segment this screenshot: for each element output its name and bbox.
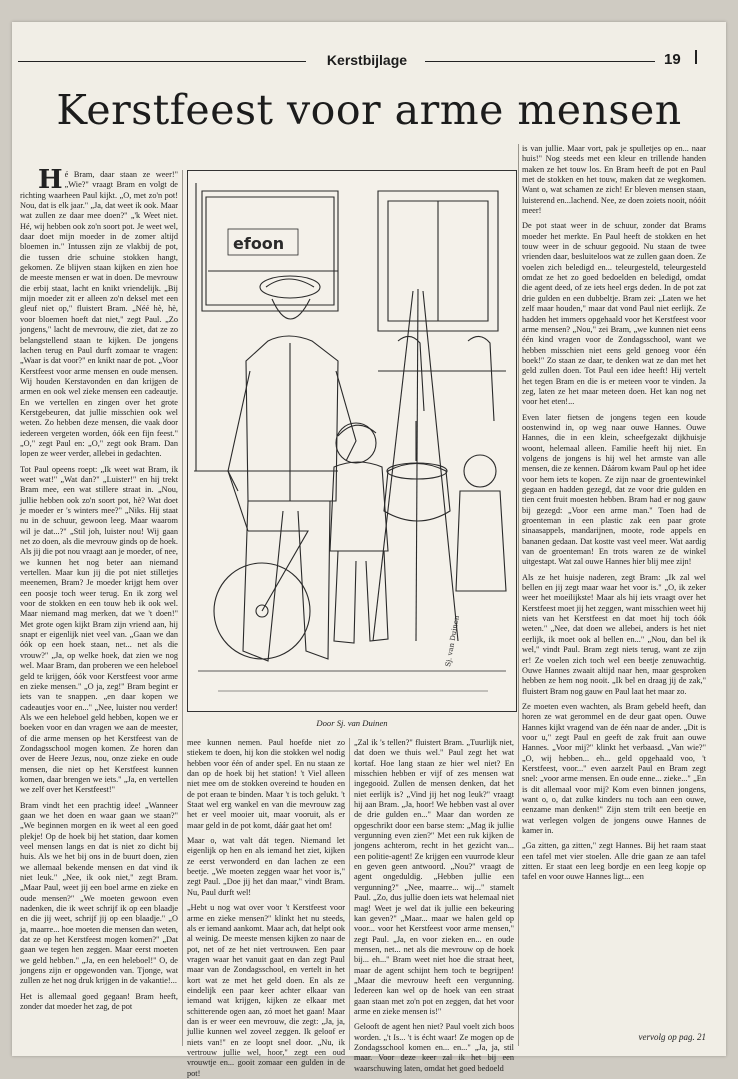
article-paragraph: Gelooft de agent hen niet? Paul voelt zich boos worden. „'t Is... 't is écht waar! Ze mogen op de Zondagsschool komen en... en..." „Ja, ja, stil maar. Voor deze keer zal ik het bij een waarschuwing laten, omdat het goed bedoeld — [354, 1022, 514, 1073]
article-paragraph: „Zal ik 's tellen?" fluistert Bram. „Tuurlijk niet, dat doen we thuis wel." Paul zegt het wat kortaf. Hoe lang staan ze hier wel niet? En misschien hebben er vijf of zes mensen wat ingegooid. Zullen de mensen denken, dat het niet eerlijk is? „Vind jij het nog leuk?" vraagt hij aan Bram. „Ja, hoor! We hebben vast al over de drie gulden en..." Maar dan worden ze opgeschrikt door een barse stem: „Mag ik jullie vergunning even zien?" Met een ruk kijken de jongens achterom, recht in het gezicht van... een politie-agent! Ze krijgen een vuurrode kleur en geven geen antwoord. „Nou?" vraagt de agent ongeduldig. „Hebben jullie een vergunning?" „Nee, maarre... wij..." stamelt Paul. „Zo, dus jullie doen iets wat helemaal niet mag! Weet je wel dat ik jullie een bekeuring kan geven?" „Maar... maar we halen geld op voor... voor het Kerstfeest voor arme mensen," zegt Paul. „Ja, en voor zieken en... en oude mensen, net... net als die mevrouw op de hoek bij... eh..." Bram weet niet hoe die straat heet, maar de agent schijnt hem toch te begrijpen! „Maar die mevrouw heeft een vergunning. Iedereen kan wel op de hoek van een straat gaan staan met zo'n pot en zeggen, dat het voor arme en zieke mensen is!" — [354, 738, 514, 1016]
article-paragraph: Als ze het huisje naderen, zegt Bram: „Ik zal wel bellen en jij zegt maar waar het voor is." „O, ik zeker weer het moeilijkste! Maar als hij iets vraagt over het Kerstfeest moet jij het zeggen, want misschien weet hij niets van het Kerstfeest en dat moet hij toch óók weten." „Nee, dat doen we allebei, anders is het niet eerlijk, ik moet ook al bellen en..." „Nou, dan bel ik wel," vindt Paul. Bram zegt niets terug, want ze zijn er! Ze voelen zich toch wel een beetje zenuwachtig. Ouwe Hannes zwaait altijd naar hen, maar gesproken hebben ze hem nog nooit. „Ik bel en draag jij de zak," fluistert Bram nog gauw en Paul laat het maar zo. — [522, 572, 706, 696]
illustration-drawing — [188, 171, 516, 711]
article-column-4 — [522, 144, 706, 1028]
header-tick-mark — [695, 50, 697, 64]
header-rule-left — [18, 61, 306, 62]
article-paragraph: mee kunnen nemen. Paul hoefde niet zo stiekem te doen, hij kon die stokken wel nodig hebben voor één of ander spel. En nu staan ze dan op de hoek bij het station! 't Viel alleen niet mee om de stokken overeind te houden en de pot eraan te binden. Maar 't is toch gelukt. 't Staat wel erg wankel en van die mevrouw zag het er veel mooier uit, maar vooruit, als er maar geld in de pot komt, dáár gaat het om! — [187, 738, 345, 830]
article-paragraph: Bram vindt het een prachtig idee! „Wanneer gaan we het doen en waar gaan we staan?" „We beginnen morgen en ik weet al een goed plekje! Op de hoek bij het station, daar komen veel mensen langs en dat is niet zo dicht bij huis. Als we het bij ons in de buurt doen, zien we allemaal bekende mensen en dat vind ik niet leuk." „Nee, ik ook niet," zegt Bram. „Maar Paul, weet jij een boel arme en zieke en oude mensen?" „We moeten gewoon even nadenken, die ik weet schrijf ik op een blaadje en die jij weet, schrijf jij op een blaadje." „O ja, maarre... hoe moeten die mensen dan weten, dat ze op het Kerstfeest mogen komen?" „Dat gaan we tegen hen zeggen. Maar eerst moeten we geld hebben." „Ja, en een heleboel!" O, de jongens zijn er opgewonden van. Tjonge, wat zullen ze het nog druk krijgen in de vakantie!... — [20, 800, 178, 986]
continued-notice: vervolg op pag. 21 — [638, 1032, 706, 1042]
column-rule-1 — [182, 170, 183, 1046]
article-paragraph: „Hebt u nog wat over voor 't Kerstfeest voor arme en zieke mensen?" klinkt het nu steeds, als er iemand aankomt. Maar ach, dat helpt ook al weinig. De meeste mensen kijken zo naar de pot, net of ze het niet vertrouwen. Een paar vragen waar het vanuit gaat en dan zegt Paul maar van de Zondagsschool, en vertelt in het kort wat ze met het geld doen. En als ze eindelijk een paar keer achter elkaar van iemand wat krijgen, kijken ze elkaar met schitterende ogen aan, zó moet het gaan! Maar dan is er weer een mevrouw, die zegt: „Ja, ja, jullie kunnen wel zoveel zeggen. Ik geloof er niets van!" en ze loopt snel door. „Nu, ik vertrouw jullie wel, hoor," zegt een oud vrouwtje en... gooit zomaar een gulden in de pot! — [187, 903, 345, 1078]
illustration-sign-text: efoon — [233, 234, 285, 253]
article-column-1 — [20, 165, 178, 1046]
illustration-signature: Sj. van Duinen — [444, 614, 461, 668]
article-paragraph: Ze moeten even wachten, als Bram gebeld heeft, dan horen ze wat gerommel en de deur gaat open. Ouwe Hannes kijkt vragend van de één naar de ander. „Dit is voor u," zegt Paul en geeft de zak fruit aan ouwe Hannes. „Voor mij?" klinkt het verbaasd. „Van wie?" „O, wij hebben... eh... geld opgehaald voo, 't Kerstfeest, voor..." even aarzelt Paul en Bram zegt snel: „voor arme mensen. En oude enne... zieke..." „En is dit allemaal voor mij? Kom even binnen jongens, want o, o, dat zulke kinders nu toch aan een ouwe, eenzame man denken!" Zijn stem trilt een beetje en wat verlegen volgen de jongens ouwe Hannes de kamer in. — [522, 701, 706, 835]
article-paragraph: Maar o, wat valt dát tegen. Niemand let eigenlijk op hen en als iemand het ziet, kijken ze eerst verwonderd en dan lachen ze een beetje. „We moeten zeggen waar het voor is," zegt Paul. „Doe jij het dan maar," vindt Bram. Nu, Paul durft wel! — [187, 836, 345, 897]
section-title: Kerstbijlage — [326, 52, 408, 68]
column-rule-3 — [518, 144, 519, 1046]
illustration-policeman-and-boys — [187, 170, 517, 712]
header-rule-right — [425, 61, 655, 62]
article-column-2 — [187, 738, 345, 1078]
article-paragraph: De pot staat weer in de schuur, zonder dat Brams moeder het merkte. En Paul heeft de stokken en het touw weer in de schuur gegooid. Nu staan de twee vrienden daar, besluiteloos wat ze zullen gaan doen. Ze voelen zich beledigd en... teleurgesteld, teleurgesteld omdat ze het zo goed bedoelden en beledigd, omdat die agent deed, of ze iets heel ergs deden. In de pot zat drie gulden en een dubbeltje. Bram zei: „Laten we het zelf maar houden," maar dat vond Paul niet eerlijk. Ze hadden het immers opgehaald voor het Kerstfeest voor arme mensen? „Nou," zei Bram, „we kunnen niet eens één kind vragen voor de Zondagsschool, want we hebben misschien niet eens geld genoeg voor één boek!" Zo staan ze daar, te denken wat ze dan met het geld zullen doen. Tot Paul een idee heeft! Hij vertelt het tegen Bram en die is er meteen voor te vinden. Ja zeg, laten ze het maar meteen doen. Het kan nog net voor het eten!... — [522, 221, 706, 407]
article-column-3 — [354, 738, 514, 1073]
running-header — [12, 52, 726, 72]
article-headline: Kerstfeest voor arme mensen — [56, 86, 682, 134]
article-paragraph — [20, 165, 178, 460]
drop-cap: H — [38, 165, 63, 195]
article-paragraph: Het is allemaal goed gegaan! Bram heeft, zonder dat moeder het zag, de pot — [20, 991, 178, 1012]
article-paragraph: „Ga zitten, ga zitten," zegt Hannes. Bij het raam staat een tafel met vier stoelen. Alle drie gaan ze aan tafel zitten. Er staat een leeg bordje en een leeg kopje op tafel en voor ouwe Hannes ligt... een — [522, 841, 706, 882]
article-paragraph: Even later fietsen de jongens tegen een koude oostenwind in, op weg naar ouwe Hannes. Ouwe Hannes, die in een klein, scheefgezakt dijkhuisje woont, helemaal alleen. Familie heeft hij niet. En volgens de jongens is hij wel het armste van alle mensen, die ze kennen. Dáárom kwam Paul op het idee voor hem iets te kopen. Ze zijn naar de groentewinkel gegaan en hadden gezegd, dat ze voor drie gulden en tien cent fruit moesten hebben. Bram had er nog gauw bij gezegd: „Voor een arme man." Toen had de groenteman in een plastic zak een paar grote sinaasappels, mandarijnen, moote, rode appels en bananen gedaan. Dat kostte vast veel meer. Wat aardig van de groenteman! En trots waren ze de winkel uitgestapt. Wat zal ouwe Hannes hier blij mee zijn! — [522, 412, 706, 567]
article-paragraph-text: é Bram, daar staan ze weer!" „Wie?" vraagt Bram en volgt de richting waarheen Paul kijkt. „O, met zo'n pot! Nou, dat is elk jaar." „Ja, dat weet ik ook. Maar wat zullen ze daar mee doen?" „'k Weet niet. Hé, wij hebben ook zo'n soort pot. Je weet wel, daar doet mijn moeder in de zomer altijd bloemen in." Intussen zijn ze vlakbij de pot, die tussen drie schuine stokken hangt, gekomen. Ze blijven staan kijken en zien hoe de meeste mensen er wat in doen. De mevrouw die erbij staat, lacht en knikt vriendelijk. „Bij mijn moeder zit er alleen zo'n deksel met een gleuf niet op," fluistert Bram. „Néé hè, hè, voor bloemen hoeft dat niet," zegt Paul. „Zo jongens," lacht de mevrouw, die ziet, dat ze zo belangstellend staan te kijken. De jongens lachen terug en Paul durft zomaar te vragen: „Waar is dat voor?" en knikt naar de pot. „Voor Kerstfeest voor arme mensen en oude mensen. Wij houden Kerstavonden en dan krijgen de armen en ook wel zieke mensen een cadeautje. En we vertellen en zingen over het grote Kerstgebeuren, dat jullie misschien ook wel weten. Zo hebben deze mensen, die vaak door iedereen vergeten worden, óók een fijn feest." „O," zegt Paul en: „O," zegt ook Bram. Dan lopen ze weer verder, allebei in gedachten. — [20, 170, 178, 459]
article-paragraph: Tot Paul opeens roept: „Ik weet wat Bram, ik weet wat!" „Wat dan?" „Luister!" en hij trekt Bram mee, een wat stillere straat in. „Nou, jullie hebben ook zo'n soort pot, hè? Wat doet je moeder er 's winters mee?" „Niks. Hij staat nu in de schuur, gewoon leeg. Maar waarom wil je dat...?" „Stil joh, luister nou! Wij gaan net zo doen, als die mevrouw ginds op de hoek. Als jij die pot nou vraagt aan je moeder, of nee, we kunnen het nog beter aan niemand vertellen. Maar kun jij die pot niet stilletjes meenemen, Bram? Je moeder krijgt hem over een poosje toch weer terug. En ik zorg wel voor de stokken en een touw heb ik ook wel. Maar niemand mag merken, dat we 't doen!" Met grote ogen kijkt Bram zijn vriend aan, hij snapt er eigenlijk niet veel van. „Gaan we dan óók op een hoek staan, net... net als die vrouw?" „Ja, op welke hoek, dat zien we nog wel. Maar Bram, dan proberen we een heleboel geld te krijgen, óók voor Kerstfeest voor arme en zieke mensen." „O ja, zeg!" Bram begint er iets van te snappen. „en daar kopen we cadeautjes voor en..." „Nee, luister nou verder! Als we een heleboel geld hebben, kopen we er boeken voor en dan vragen we aan de meester, of die arme mensen op het Kerstfeest van de Zondagsschool mogen komen. Ze horen dan over de Heere Jezus, nou, onze zieke en oude mensen, die niet op het Kerstfeest kunnen komen, daar brengen we iets." „Ja, en vertellen we zelf over het Kerstfeest!" — [20, 464, 178, 795]
newspaper-page — [12, 22, 726, 1078]
illustration-caption: Door Sj. van Duinen — [316, 718, 388, 728]
page-number: 19 — [664, 51, 681, 68]
column-rule-2 — [349, 738, 350, 1050]
article-paragraph: is van jullie. Maar vort, pak je spulletjes op en... naar huis!" Nog steeds met een kleur en trillende handen maken ze het touw los. En Bram heeft de pot en Paul met de stokken en het touw, maken dat ze wegkomen. Want o, wat schamen ze zich! Er bleven mensen staan, luisterend en...lachend. Nee, ze doen zoiets nooit, nóóit meer! — [522, 144, 706, 216]
